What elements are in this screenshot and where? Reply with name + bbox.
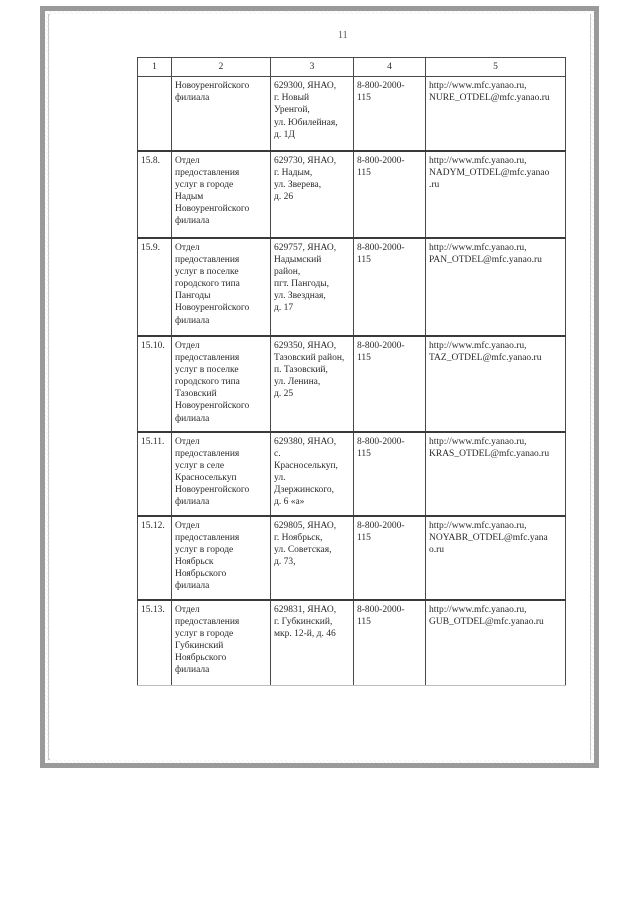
table-row bbox=[138, 432, 566, 516]
office-phone: 8-800-2000- 115 bbox=[354, 516, 426, 600]
office-address: 629757, ЯНАО, Надымский район, пгт. Пангоды, ул. Звездная, д. 17 bbox=[271, 238, 354, 336]
office-address: 629730, ЯНАО, г. Надым, ул. Зверева, д. 26 bbox=[271, 151, 354, 238]
row-number: 15.8. bbox=[138, 151, 172, 238]
office-phone: 8-800-2000- 115 bbox=[354, 336, 426, 432]
offices-table bbox=[137, 57, 566, 686]
office-contacts bbox=[426, 600, 566, 686]
office-email-link[interactable]: KRAS_OTDEL@mfc.yanao.ru bbox=[429, 448, 550, 459]
office-name: Отдел предоставления услуг в поселке городского типа Пангоды Новоуренгойского филиала bbox=[172, 238, 271, 336]
office-website-link[interactable]: http://www.mfc.yanao.ru, bbox=[429, 436, 527, 447]
col-header-4: 4 bbox=[354, 58, 426, 77]
table-row bbox=[138, 151, 566, 238]
page-number: 11 bbox=[338, 30, 348, 41]
row-number: 15.11. bbox=[138, 432, 172, 516]
office-contacts bbox=[426, 77, 566, 151]
table-row bbox=[138, 516, 566, 600]
table-row bbox=[138, 238, 566, 336]
row-number: 15.12. bbox=[138, 516, 172, 600]
office-phone: 8-800-2000- 115 bbox=[354, 238, 426, 336]
office-address: 629380, ЯНАО, с. Красноселькуп, ул. Дзержинского, д. 6 «а» bbox=[271, 432, 354, 516]
office-phone: 8-800-2000- 115 bbox=[354, 432, 426, 516]
office-email-link[interactable]: GUB_OTDEL@mfc.yanao.ru bbox=[429, 616, 544, 627]
office-contacts bbox=[426, 516, 566, 600]
office-address: 629350, ЯНАО, Тазовский район, п. Тазовский, ул. Ленина, д. 25 bbox=[271, 336, 354, 432]
office-name: Отдел предоставления услуг в поселке городского типа Тазовский Новоуренгойского филиала bbox=[172, 336, 271, 432]
office-name: Отдел предоставления услуг в селе Красноселькуп Новоуренгойского филиала bbox=[172, 432, 271, 516]
office-contacts bbox=[426, 336, 566, 432]
office-phone: 8-800-2000- 115 bbox=[354, 151, 426, 238]
office-email-link[interactable]: NADYM_OTDEL@mfc.yanao .ru bbox=[429, 167, 550, 190]
col-header-1: 1 bbox=[138, 58, 172, 77]
office-address: 629300, ЯНАО, г. Новый Уренгой, ул. Юбилейная, д. 1Д bbox=[271, 77, 354, 151]
table-header-row bbox=[138, 58, 566, 77]
office-website-link[interactable]: http://www.mfc.yanao.ru, bbox=[429, 155, 527, 166]
office-contacts bbox=[426, 238, 566, 336]
table-row bbox=[138, 600, 566, 686]
office-name: Отдел предоставления услуг в городе Надым Новоуренгойского филиала bbox=[172, 151, 271, 238]
office-website-link[interactable]: http://www.mfc.yanao.ru, bbox=[429, 340, 527, 351]
office-phone: 8-800-2000- 115 bbox=[354, 77, 426, 151]
table-row bbox=[138, 77, 566, 151]
office-name: Новоуренгойского филиала bbox=[172, 77, 271, 151]
office-email-link[interactable]: TAZ_OTDEL@mfc.yanao.ru bbox=[429, 352, 542, 363]
office-website-link[interactable]: http://www.mfc.yanao.ru, bbox=[429, 520, 527, 531]
office-email-link[interactable]: NURE_OTDEL@mfc.yanao.ru bbox=[429, 93, 550, 104]
office-name: Отдел предоставления услуг в городе Губкинский Ноябрьского филиала bbox=[172, 600, 271, 686]
row-number: 15.10. bbox=[138, 336, 172, 432]
office-email-link[interactable]: NOYABR_OTDEL@mfc.yana o.ru bbox=[429, 532, 548, 555]
row-number bbox=[138, 77, 172, 151]
row-number: 15.9. bbox=[138, 238, 172, 336]
office-website-link[interactable]: http://www.mfc.yanao.ru, bbox=[429, 81, 527, 92]
office-name: Отдел предоставления услуг в городе Ноябрьск Ноябрьского филиала bbox=[172, 516, 271, 600]
table-row bbox=[138, 336, 566, 432]
office-website-link[interactable]: http://www.mfc.yanao.ru, bbox=[429, 242, 527, 253]
office-contacts bbox=[426, 432, 566, 516]
office-email-link[interactable]: PAN_OTDEL@mfc.yanao.ru bbox=[429, 254, 542, 265]
office-phone: 8-800-2000- 115 bbox=[354, 600, 426, 686]
col-header-5: 5 bbox=[426, 58, 566, 77]
col-header-2: 2 bbox=[172, 58, 271, 77]
col-header-3: 3 bbox=[271, 58, 354, 77]
office-website-link[interactable]: http://www.mfc.yanao.ru, bbox=[429, 604, 527, 615]
office-address: 629805, ЯНАО, г. Ноябрьск, ул. Советская, д. 73, bbox=[271, 516, 354, 600]
row-number: 15.13. bbox=[138, 600, 172, 686]
office-contacts bbox=[426, 151, 566, 238]
office-address: 629831, ЯНАО, г. Губкинский, мкр. 12-й, д. 46 bbox=[271, 600, 354, 686]
